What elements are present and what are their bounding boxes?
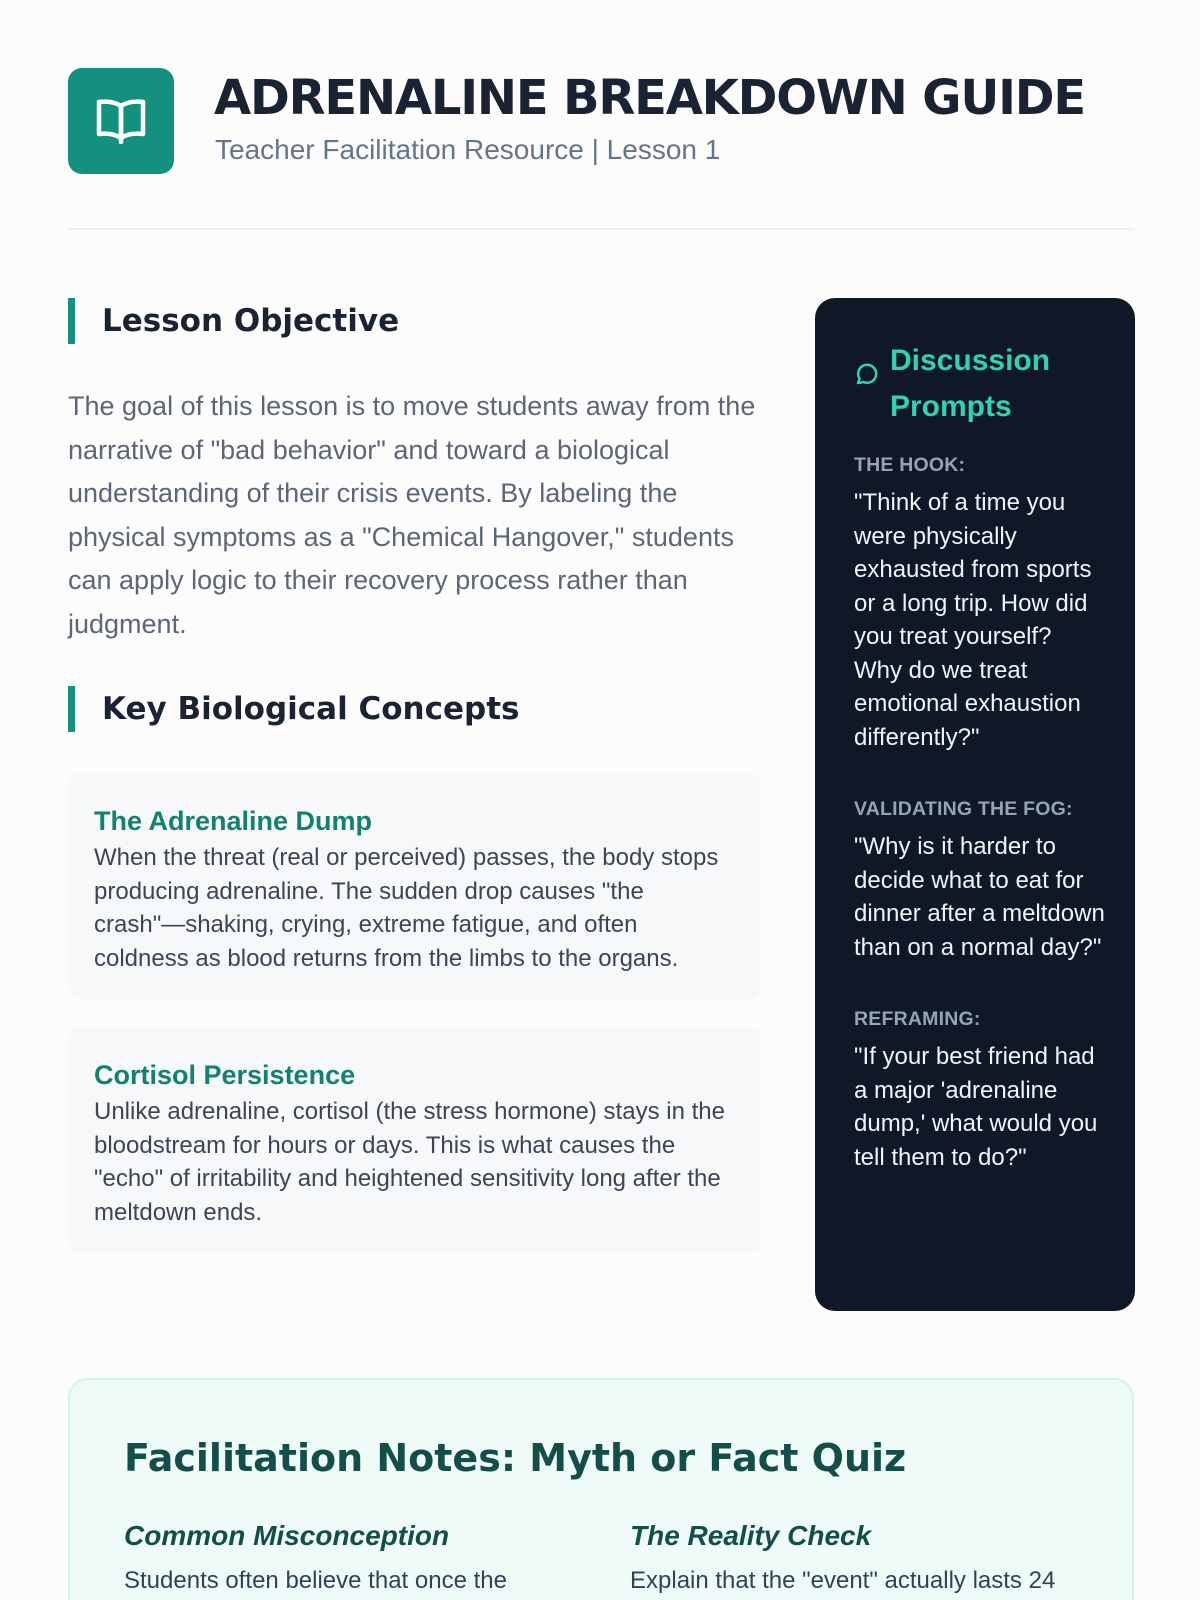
reality-check-text: Explain that the "event" actually lasts 24 [630,1567,1056,1594]
concept-card-adrenaline-dump [68,773,761,999]
prompt-item [854,1006,1105,1174]
prompt-text: "Think of a time you were physically exhausted from sports or a long trip. How did you treat yourself? Why do we treat emotional exhaustion differently?" [854,489,1092,751]
facilitation-notes-title: Facilitation Notes: Myth or Fact Quiz [124,1436,907,1480]
discussion-prompts-header [854,338,1105,430]
facilitation-notes-panel [68,1378,1134,1600]
concept-text: When the threat (real or perceived) passes, the body stops producing adrenaline. The sudden drop causes "the crash"—shaking, crying, extreme fatigue, and often coldness as blood returns from the limbs to the organs. [94,844,719,972]
discussion-prompts-title: Discussion Prompts [890,344,1051,423]
prompt-item [854,796,1105,964]
lesson-objective-heading: Lesson Objective [68,298,399,344]
chat-bubble-icon [854,362,880,388]
misconception-text: Students often believe that once the [124,1567,507,1594]
reality-check-title: The Reality Check [630,1520,872,1551]
concept-text: Unlike adrenaline, cortisol (the stress hormone) stays in the bloodstream for hours or days. This is what causes the "echo" of irritability and heightened sensitivity long after the meltdown ends. [94,1098,725,1226]
prompt-item [854,452,1105,754]
misconception-title: Common Misconception [124,1520,450,1551]
lesson-objective-text: The goal of this lesson is to move students away from the narrative of "bad behavior" and toward a biological understanding of their crisis events. By labeling the physical symptoms as a "Chemical Hangover," students can apply logic to their recovery process rather than judgment. [68,391,756,639]
prompt-text: "Why is it harder to decide what to eat for dinner after a meltdown than on a normal day?" [854,833,1105,961]
page-title: ADRENALINE BREAKDOWN GUIDE [214,70,1086,126]
prompt-label: THE HOOK: [854,454,966,476]
page-header [68,68,1134,230]
key-concepts-heading: Key Biological Concepts [68,686,520,732]
concept-title: Cortisol Persistence [94,1060,356,1090]
discussion-prompts-panel [815,298,1135,1311]
misconception-column [124,1518,594,1598]
prompt-label: REFRAMING: [854,1008,981,1030]
open-book-icon [68,68,174,174]
prompt-text: "If your best friend had a major 'adrenaline dump,' what would you tell them to do?" [854,1043,1098,1171]
page-subtitle: Teacher Facilitation Resource | Lesson 1 [215,134,721,165]
prompt-label: VALIDATING THE FOG: [854,798,1073,820]
reality-check-column [630,1518,1100,1598]
concept-card-cortisol-persistence [68,1027,761,1253]
concept-title: The Adrenaline Dump [94,806,373,836]
